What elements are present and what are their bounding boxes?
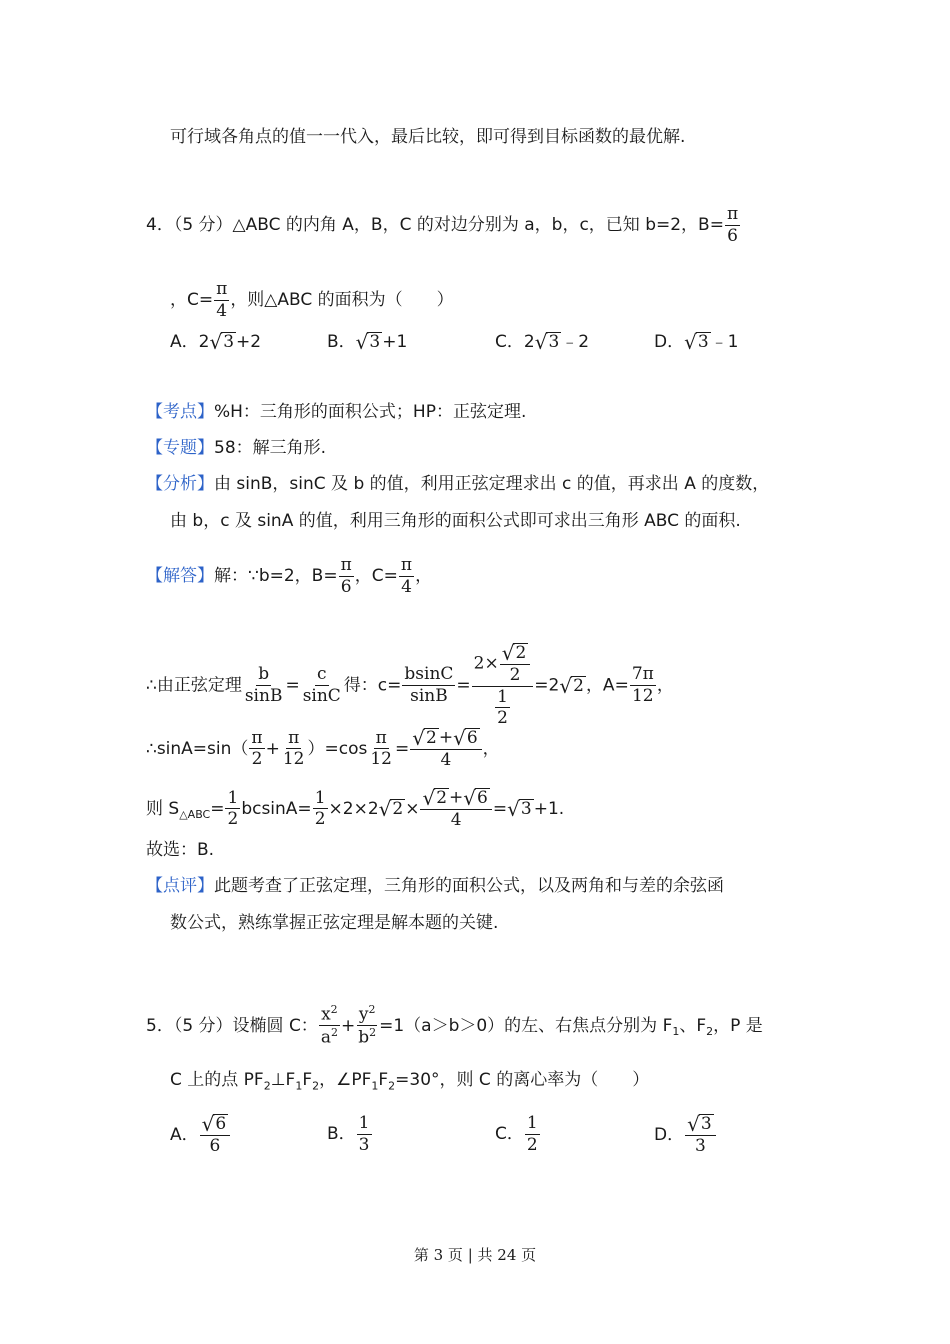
fenxi-tag: 【分析】: [146, 474, 214, 494]
q4-jieda-line2: ∴由正弦定理 $\frac{b}{\sin B}$ = $\frac{c}{\sin C}$ 得：c= $\frac{bsinC}{\sin B}$ = 2× √ 2 2 $\frac{1}{2}$ =2 √ 2 ，A= $\frac{7\pi}{12}$ ，: [146, 641, 674, 729]
q4-stem-line1: [146, 205, 741, 245]
q5-option-d[interactable]: D． √ 3 3: [654, 1114, 717, 1156]
q5-stem-line1: 5．（5 分）设椭圆 C： $\frac{x^2}{a^2}$ + $\frac{y^2}{b^2}$ =1（a＞b＞0）的左、右焦点分别为 $F_1$、$F_2$，P 是: [146, 1003, 763, 1048]
q4-dianping-line2: 数公式，熟练掌握正弦定理是解本题的关键.: [170, 913, 499, 933]
dianping-tag: 【点评】: [146, 876, 214, 896]
intro-text: 可行域各角点的值一一代入，最后比较，即可得到目标函数的最优解.: [170, 127, 686, 147]
q4-jieda-line3: ∴sinA=sin（ $\frac{\pi}{2}$ + $\frac{\pi}{12}$ ）=cos $\frac{\pi}{12}$ = √ 2 + √ 6 4 ，: [146, 726, 500, 770]
fraction-x2-a2: $\frac{x^2}{a^2}$: [320, 1003, 338, 1048]
q4-kaodian: 【考点】%H：三角形的面积公式；HP：正弦定理.: [146, 402, 527, 422]
q4-option-c[interactable]: C．2 √ 3 ﹣2: [495, 330, 590, 354]
kaodian-tag: 【考点】: [146, 402, 214, 422]
q4-choice: 故选：B.: [146, 840, 215, 860]
q4-option-d[interactable]: D． √ 3 ﹣1: [654, 330, 739, 354]
q4-option-a[interactable]: A．2 √ 3 +2: [170, 330, 262, 354]
sqrt-3: √ 3: [209, 330, 235, 354]
q4-jieda-line1: 【解答】解：∵b=2，B= $\frac{\pi}{6}$ ，C= $\frac{\pi}{4}$ ，: [146, 555, 433, 597]
q5-stem-line2: C 上的点 $PF_2\perp F_1F_2$，$\angle PF_1F_2=30^\circ$，则 C 的离心率为（ ）: [170, 1070, 650, 1093]
q4-stem-text: 4．（5 分）△ABC 的内角 A，B，C 的对边分别为 a，b，c，已知 b=2，B=: [146, 215, 724, 236]
fraction-pi-over-6: $\frac{\pi}{6}$: [726, 204, 739, 246]
zhuanti-tag: 【专题】: [146, 438, 214, 458]
fraction-y2-b2: $\frac{y^2}{b^2}$: [358, 1003, 377, 1048]
q5-option-a[interactable]: A． √ 6 6: [170, 1114, 231, 1156]
q4-fenxi-line2: 由 b，c 及 sinA 的值，利用三角形的面积公式即可求出三角形 ABC 的面积.: [170, 511, 741, 531]
q4-option-b[interactable]: B． √ 3 +1: [327, 330, 408, 354]
q4-dianping-line1: 【点评】此题考查了正弦定理，三角形的面积公式，以及两角和与差的余弦函: [146, 876, 724, 896]
q4-fenxi-line1: 【分析】由 sinB，sinC 及 b 的值，利用正弦定理求出 c 的值，再求出 A 的度数，: [146, 474, 770, 494]
q5-option-b[interactable]: B． $\frac{1}{3}$: [327, 1113, 370, 1155]
page-footer: 第 3 页 | 共 24 页: [413, 1246, 537, 1264]
fraction-pi-over-4: $\frac{\pi}{4}$: [216, 279, 228, 321]
q5-option-c[interactable]: C． $\frac{1}{2}$: [495, 1113, 538, 1155]
q4-jieda-line4: 则 $S_{\triangle ABC}=$ $\frac{1}{2}$ bcsinA= $\frac{1}{2}$ ×2×2 √ 2 × √ 2 + √ 6 4 = √ 3 +1.: [146, 786, 565, 830]
jieda-tag: 【解答】: [146, 566, 214, 587]
q4-zhuanti: 【专题】58：解三角形.: [146, 438, 327, 458]
q4-stem-line2: ，C= $\frac{\pi}{4}$ ，则△ABC 的面积为（ ）: [170, 279, 454, 321]
compound-fraction: 2× √ 2 2 $\frac{1}{2}$: [472, 643, 534, 728]
